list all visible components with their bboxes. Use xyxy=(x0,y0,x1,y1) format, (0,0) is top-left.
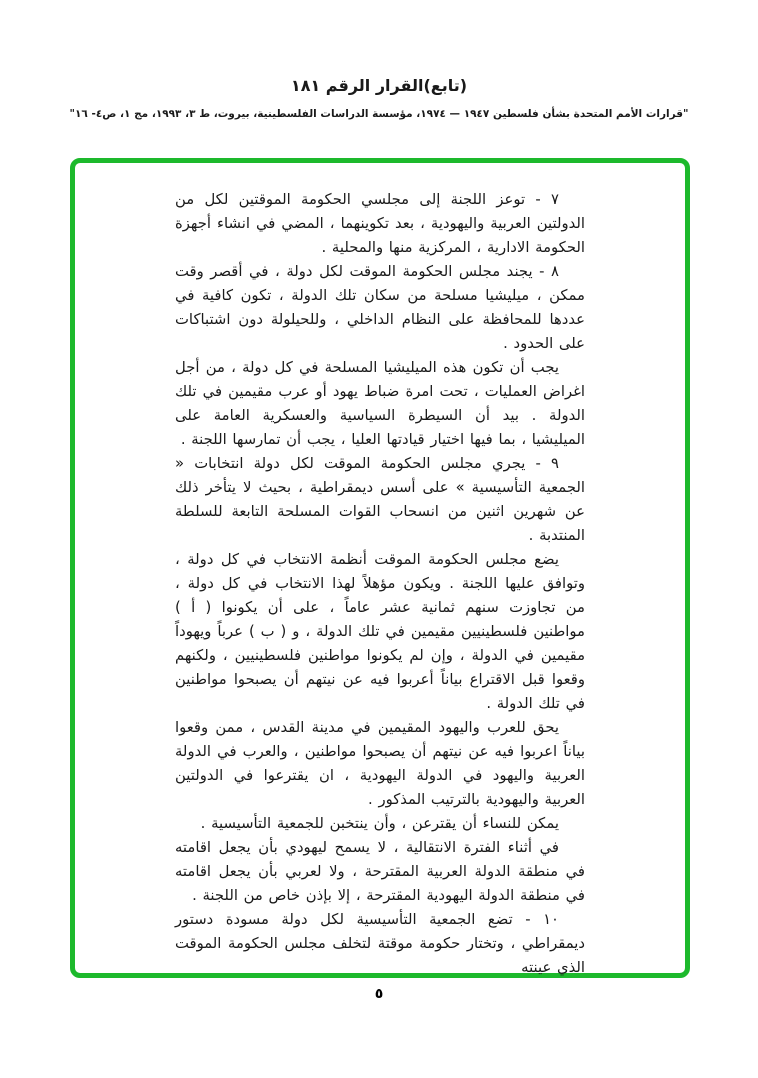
paragraph-jerusalem-voters: يحق للعرب واليهود المقيمين في مدينة القدس ، ممن وقعوا بياناً اعربوا فيه عن نيتهم أن يصبحوا مواطنين ، والعرب في الدولة العربية واليهود في الدولة اليهودية ، ان يقترعوا في الدولتين العربية واليهودية بالترتيب المذكور . xyxy=(175,719,585,808)
paragraph-8: ٨ - يجند مجلس الحكومة الموقت لكل دولة ، في أقصر وقت ممكن ، ميليشيا مسلحة من سكان تلك الدولة ، تكون كافية في عددها للمحافظة على النظام الداخلي ، وللحيلولة دون اشتباكات على الحدود . xyxy=(175,263,585,352)
content-frame xyxy=(70,158,690,978)
page-number: ٥ xyxy=(374,986,384,1002)
paragraph-election-rules: يضع مجلس الحكومة الموقت أنظمة الانتخاب في كل دولة ، وتوافق عليها اللجنة . ويكون مؤهلاً لهذا الانتخاب في كل دولة ، من تجاوزت سنهم ثمانية عشر عاماً ، على أن يكونوا ( أ ) مواطنين فلسطينيين مقيمين في تلك الدولة ، و ( ب ) عرباً ويهوداً مقيمين في الدولة ، وإن لم يكونوا مواطنين فلسطينيين ، ولكنهم وقعوا قبل الاقتراع بياناً أعربوا فيه عن نيتهم أن يصبحوا مواطنين في تلك الدولة . xyxy=(175,551,585,712)
paragraph-militia: يجب أن تكون هذه الميليشيا المسلحة في كل دولة ، من أجل اغراض العمليات ، تحت امرة ضباط يهود أو عرب مقيمين في تلك الدولة . بيد أن السيطرة السياسية والعسكرية العامة على الميليشيا ، بما فيها اختيار قيادتها العليا ، يجب أن تمارسها اللجنة . xyxy=(175,359,585,448)
citation-line: "قرارات الأمم المتحدة بشأن فلسطين ١٩٤٧ — ١٩٧٤، مؤسسة الدراسات الفلسطينية، بيروت، ط ٣، ١٩٩٣، مج ١، ص٤- ١٦" xyxy=(69,108,689,120)
paragraph-7: ٧ - توعز اللجنة إلى مجلسي الحكومة الموقتين لكل من الدولتين العربية واليهودية ، بعد تكوينهما ، المضي في انشاء أجهزة الحكومة الادارية ، المركزية منها والمحلية . xyxy=(175,191,585,256)
paragraph-transition-residence: في أثناء الفترة الانتقالية ، لا يسمح ليهودي بأن يجعل اقامته في منطقة الدولة العربية المقترحة ، ولا لعربي بأن يجعل اقامته في منطقة الدولة اليهودية المقترحة ، إلا بإذن خاص من اللجنة . xyxy=(175,839,585,904)
paragraph-women-vote: يمكن للنساء أن يقترعن ، وأن ينتخبن للجمعية التأسيسية . xyxy=(200,815,559,832)
paragraph-9: ٩ - يجري مجلس الحكومة الموقت لكل دولة انتخابات « الجمعية التأسيسية » على أسس ديمقراطية ، بحيث لا يتأخر ذلك عن شهرين اثنين من انسحاب القوات المسلحة التابعة للسلطة المنتدبة . xyxy=(175,455,585,544)
paragraph-10: ١٠ - تضع الجمعية التأسيسية لكل دولة مسودة دستور ديمقراطي ، وتختار حكومة موقتة لتخلف مجلس الحكومة الموقت الذي عينته xyxy=(175,911,585,976)
resolution-text xyxy=(175,188,585,980)
page-title: (تابع)القرار الرقم ١٨١ xyxy=(290,76,468,95)
